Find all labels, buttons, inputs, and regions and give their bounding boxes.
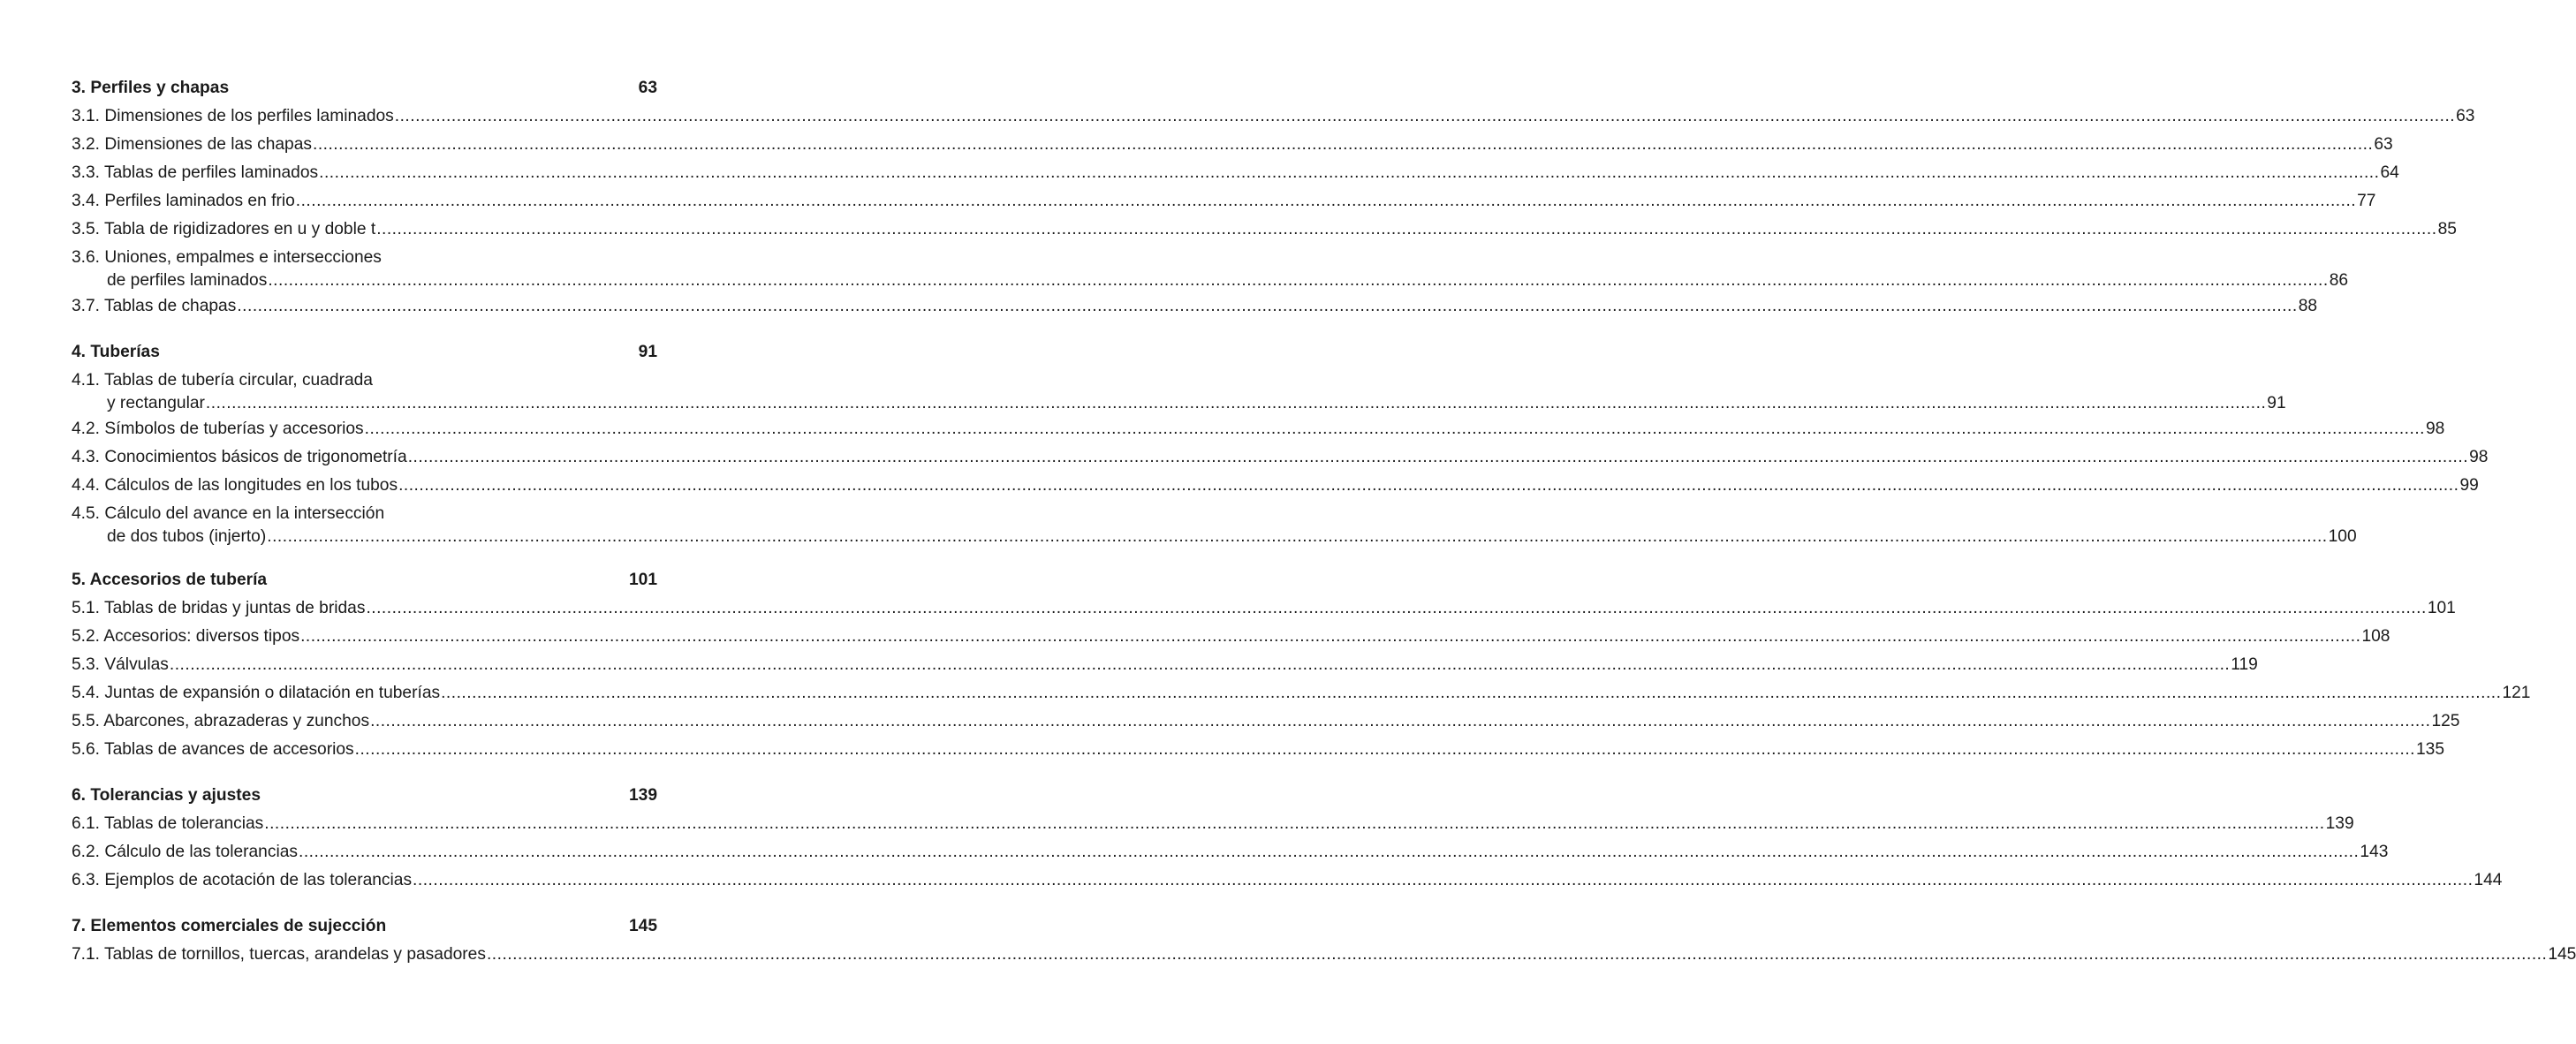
section-heading xyxy=(72,566,657,594)
toc-entry xyxy=(72,131,2393,159)
entry-page-number: 143 xyxy=(2360,843,2389,861)
entry-continuation xyxy=(72,269,2349,292)
toc-entry xyxy=(72,187,2376,216)
section-heading xyxy=(72,74,657,102)
dot-leader: ................................................................................................................................................................................................................................................................................................................................................................................................................ xyxy=(370,712,2431,730)
toc-section xyxy=(72,338,2489,548)
entry-page-number: 98 xyxy=(2426,420,2445,438)
entry-page-number: 145 xyxy=(2548,945,2576,964)
toc-entry xyxy=(72,102,2475,131)
table-of-contents xyxy=(72,74,2576,987)
toc-entry xyxy=(72,736,2445,764)
toc-entry xyxy=(72,594,2456,623)
entry-page-number: 121 xyxy=(2502,684,2531,702)
toc-entry xyxy=(72,941,2576,969)
toc-section xyxy=(72,782,2503,895)
dot-leader: ................................................................................................................................................................................................................................................................................................................................................................................................................ xyxy=(264,814,2325,833)
dot-leader: ................................................................................................................................................................................................................................................................................................................................................................................................................ xyxy=(354,740,2416,759)
section-title: 7. Elementos comerciales de sujección xyxy=(72,917,387,935)
entry-page-number: 108 xyxy=(2361,627,2390,646)
entry-title: 6.2. Cálculo de las tolerancias xyxy=(72,843,298,861)
entry-title: 5.1. Tablas de bridas y juntas de bridas xyxy=(72,599,366,617)
toc-body xyxy=(72,74,2576,969)
dot-leader: ................................................................................................................................................................................................................................................................................................................................................................................................................ xyxy=(300,627,2361,646)
entry-title: 4.1. Tablas de tubería circular, cuadrada xyxy=(72,371,373,390)
entry-continuation xyxy=(72,391,2286,415)
toc-section xyxy=(72,912,2576,969)
entry-title: 3.2. Dimensiones de las chapas xyxy=(72,135,312,154)
dot-leader: ................................................................................................................................................................................................................................................................................................................................................................................................................ xyxy=(441,684,2502,702)
entry-continuation xyxy=(72,525,2357,548)
dot-leader: ................................................................................................................................................................................................................................................................................................................................................................................................................ xyxy=(267,527,2328,546)
dot-leader: ................................................................................................................................................................................................................................................................................................................................................................................................................ xyxy=(413,871,2474,889)
entry-title: 5.5. Abarcones, abrazaderas y zunchos xyxy=(72,712,370,730)
section-title: 5. Accesorios de tubería xyxy=(72,571,268,589)
entry-title: 3.6. Uniones, empalmes e intersecciones xyxy=(72,248,382,267)
dot-leader: ................................................................................................................................................................................................................................................................................................................................................................................................................ xyxy=(312,135,2374,154)
entry-title: 3.7. Tablas de chapas xyxy=(72,297,237,315)
entry-page-number: 100 xyxy=(2328,527,2357,546)
section-heading xyxy=(72,338,657,367)
dot-leader: ................................................................................................................................................................................................................................................................................................................................................................................................................ xyxy=(205,394,2267,412)
toc-entry xyxy=(72,623,2390,651)
toc-entry xyxy=(72,810,2354,838)
dot-leader: ................................................................................................................................................................................................................................................................................................................................................................................................................ xyxy=(298,843,2360,861)
dot-leader: ................................................................................................................................................................................................................................................................................................................................................................................................................ xyxy=(295,192,2357,210)
entry-page-number: 88 xyxy=(2298,297,2318,315)
entry-page-number: 125 xyxy=(2431,712,2460,730)
toc-entry xyxy=(72,159,2399,187)
entry-title: 5.3. Válvulas xyxy=(72,655,169,674)
entry-title-continued: de perfiles laminados xyxy=(107,271,268,290)
entry-title: 5.2. Accesorios: diversos tipos xyxy=(72,627,300,646)
dot-leader: ................................................................................................................................................................................................................................................................................................................................................................................................................ xyxy=(169,655,2231,674)
section-title: 6. Tolerancias y ajustes xyxy=(72,786,261,805)
entry-page-number: 99 xyxy=(2459,476,2479,495)
dot-leader: ................................................................................................................................................................................................................................................................................................................................................................................................................ xyxy=(319,163,2380,182)
entry-title: 6.1. Tablas de tolerancias xyxy=(72,814,264,833)
section-page-number: 63 xyxy=(638,79,657,97)
entry-page-number: 85 xyxy=(2437,220,2457,238)
dot-leader: ................................................................................................................................................................................................................................................................................................................................................................................................................ xyxy=(364,420,2425,438)
toc-entry xyxy=(72,472,2479,500)
entry-title: 3.1. Dimensiones de los perfiles laminados xyxy=(72,107,394,125)
entry-page-number: 144 xyxy=(2474,871,2503,889)
entry-title-continued: y rectangular xyxy=(107,394,205,412)
section-title: 4. Tuberías xyxy=(72,343,160,361)
entry-page-number: 86 xyxy=(2329,271,2349,290)
section-page-number: 145 xyxy=(628,917,657,935)
toc-entry xyxy=(72,866,2503,895)
entry-page-number: 91 xyxy=(2267,394,2286,412)
dot-leader: ................................................................................................................................................................................................................................................................................................................................................................................................................ xyxy=(376,220,2437,238)
entry-page-number: 139 xyxy=(2325,814,2354,833)
toc-entry xyxy=(72,216,2457,244)
entry-title: 5.4. Juntas de expansión o dilatación en tuberías xyxy=(72,684,441,702)
toc-entry xyxy=(72,500,2357,548)
section-page-number: 91 xyxy=(638,343,657,361)
dot-leader: ................................................................................................................................................................................................................................................................................................................................................................................................................ xyxy=(366,599,2427,617)
entry-title: 4.3. Conocimientos básicos de trigonometría xyxy=(72,448,407,466)
section-page-number: 139 xyxy=(628,786,657,805)
toc-entry xyxy=(72,244,2349,292)
entry-title: 4.4. Cálculos de las longitudes en los tubos xyxy=(72,476,398,495)
dot-leader: ................................................................................................................................................................................................................................................................................................................................................................................................................ xyxy=(407,448,2469,466)
entry-title: 4.2. Símbolos de tuberías y accesorios xyxy=(72,420,364,438)
entry-page-number: 77 xyxy=(2357,192,2376,210)
toc-entry xyxy=(72,679,2531,707)
toc-section xyxy=(72,74,2475,321)
toc-entry xyxy=(72,415,2445,443)
dot-leader: ................................................................................................................................................................................................................................................................................................................................................................................................................ xyxy=(237,297,2298,315)
entry-page-number: 63 xyxy=(2456,107,2475,125)
section-page-number: 101 xyxy=(628,571,657,589)
entry-title: 5.6. Tablas de avances de accesorios xyxy=(72,740,354,759)
dot-leader: ................................................................................................................................................................................................................................................................................................................................................................................................................ xyxy=(486,945,2548,964)
entry-page-number: 101 xyxy=(2427,599,2456,617)
entry-page-number: 98 xyxy=(2469,448,2489,466)
entry-title: 7.1. Tablas de tornillos, tuercas, arandelas y pasadores xyxy=(72,945,486,964)
entry-page-number: 63 xyxy=(2374,135,2393,154)
entry-page-number: 64 xyxy=(2380,163,2399,182)
toc-entry xyxy=(72,367,2286,415)
entry-title: 3.5. Tabla de rigidizadores en u y doble t xyxy=(72,220,376,238)
entry-title: 6.3. Ejemplos de acotación de las tolerancias xyxy=(72,871,413,889)
toc-entry xyxy=(72,443,2489,472)
toc-section xyxy=(72,566,2531,764)
toc-entry xyxy=(72,651,2258,679)
entry-title-continued: de dos tubos (injerto) xyxy=(107,527,267,546)
entry-page-number: 119 xyxy=(2231,655,2258,674)
entry-title: 3.3. Tablas de perfiles laminados xyxy=(72,163,319,182)
entry-title: 4.5. Cálculo del avance en la intersección xyxy=(72,504,385,523)
dot-leader: ................................................................................................................................................................................................................................................................................................................................................................................................................ xyxy=(268,271,2329,290)
entry-title: 3.4. Perfiles laminados en frio xyxy=(72,192,295,210)
section-title: 3. Perfiles y chapas xyxy=(72,79,230,97)
entry-page-number: 135 xyxy=(2416,740,2445,759)
section-heading xyxy=(72,912,657,941)
section-heading xyxy=(72,782,657,810)
dot-leader: ................................................................................................................................................................................................................................................................................................................................................................................................................ xyxy=(394,107,2456,125)
toc-entry xyxy=(72,292,2318,321)
toc-entry xyxy=(72,707,2460,736)
toc-entry xyxy=(72,838,2389,866)
dot-leader: ................................................................................................................................................................................................................................................................................................................................................................................................................ xyxy=(398,476,2459,495)
